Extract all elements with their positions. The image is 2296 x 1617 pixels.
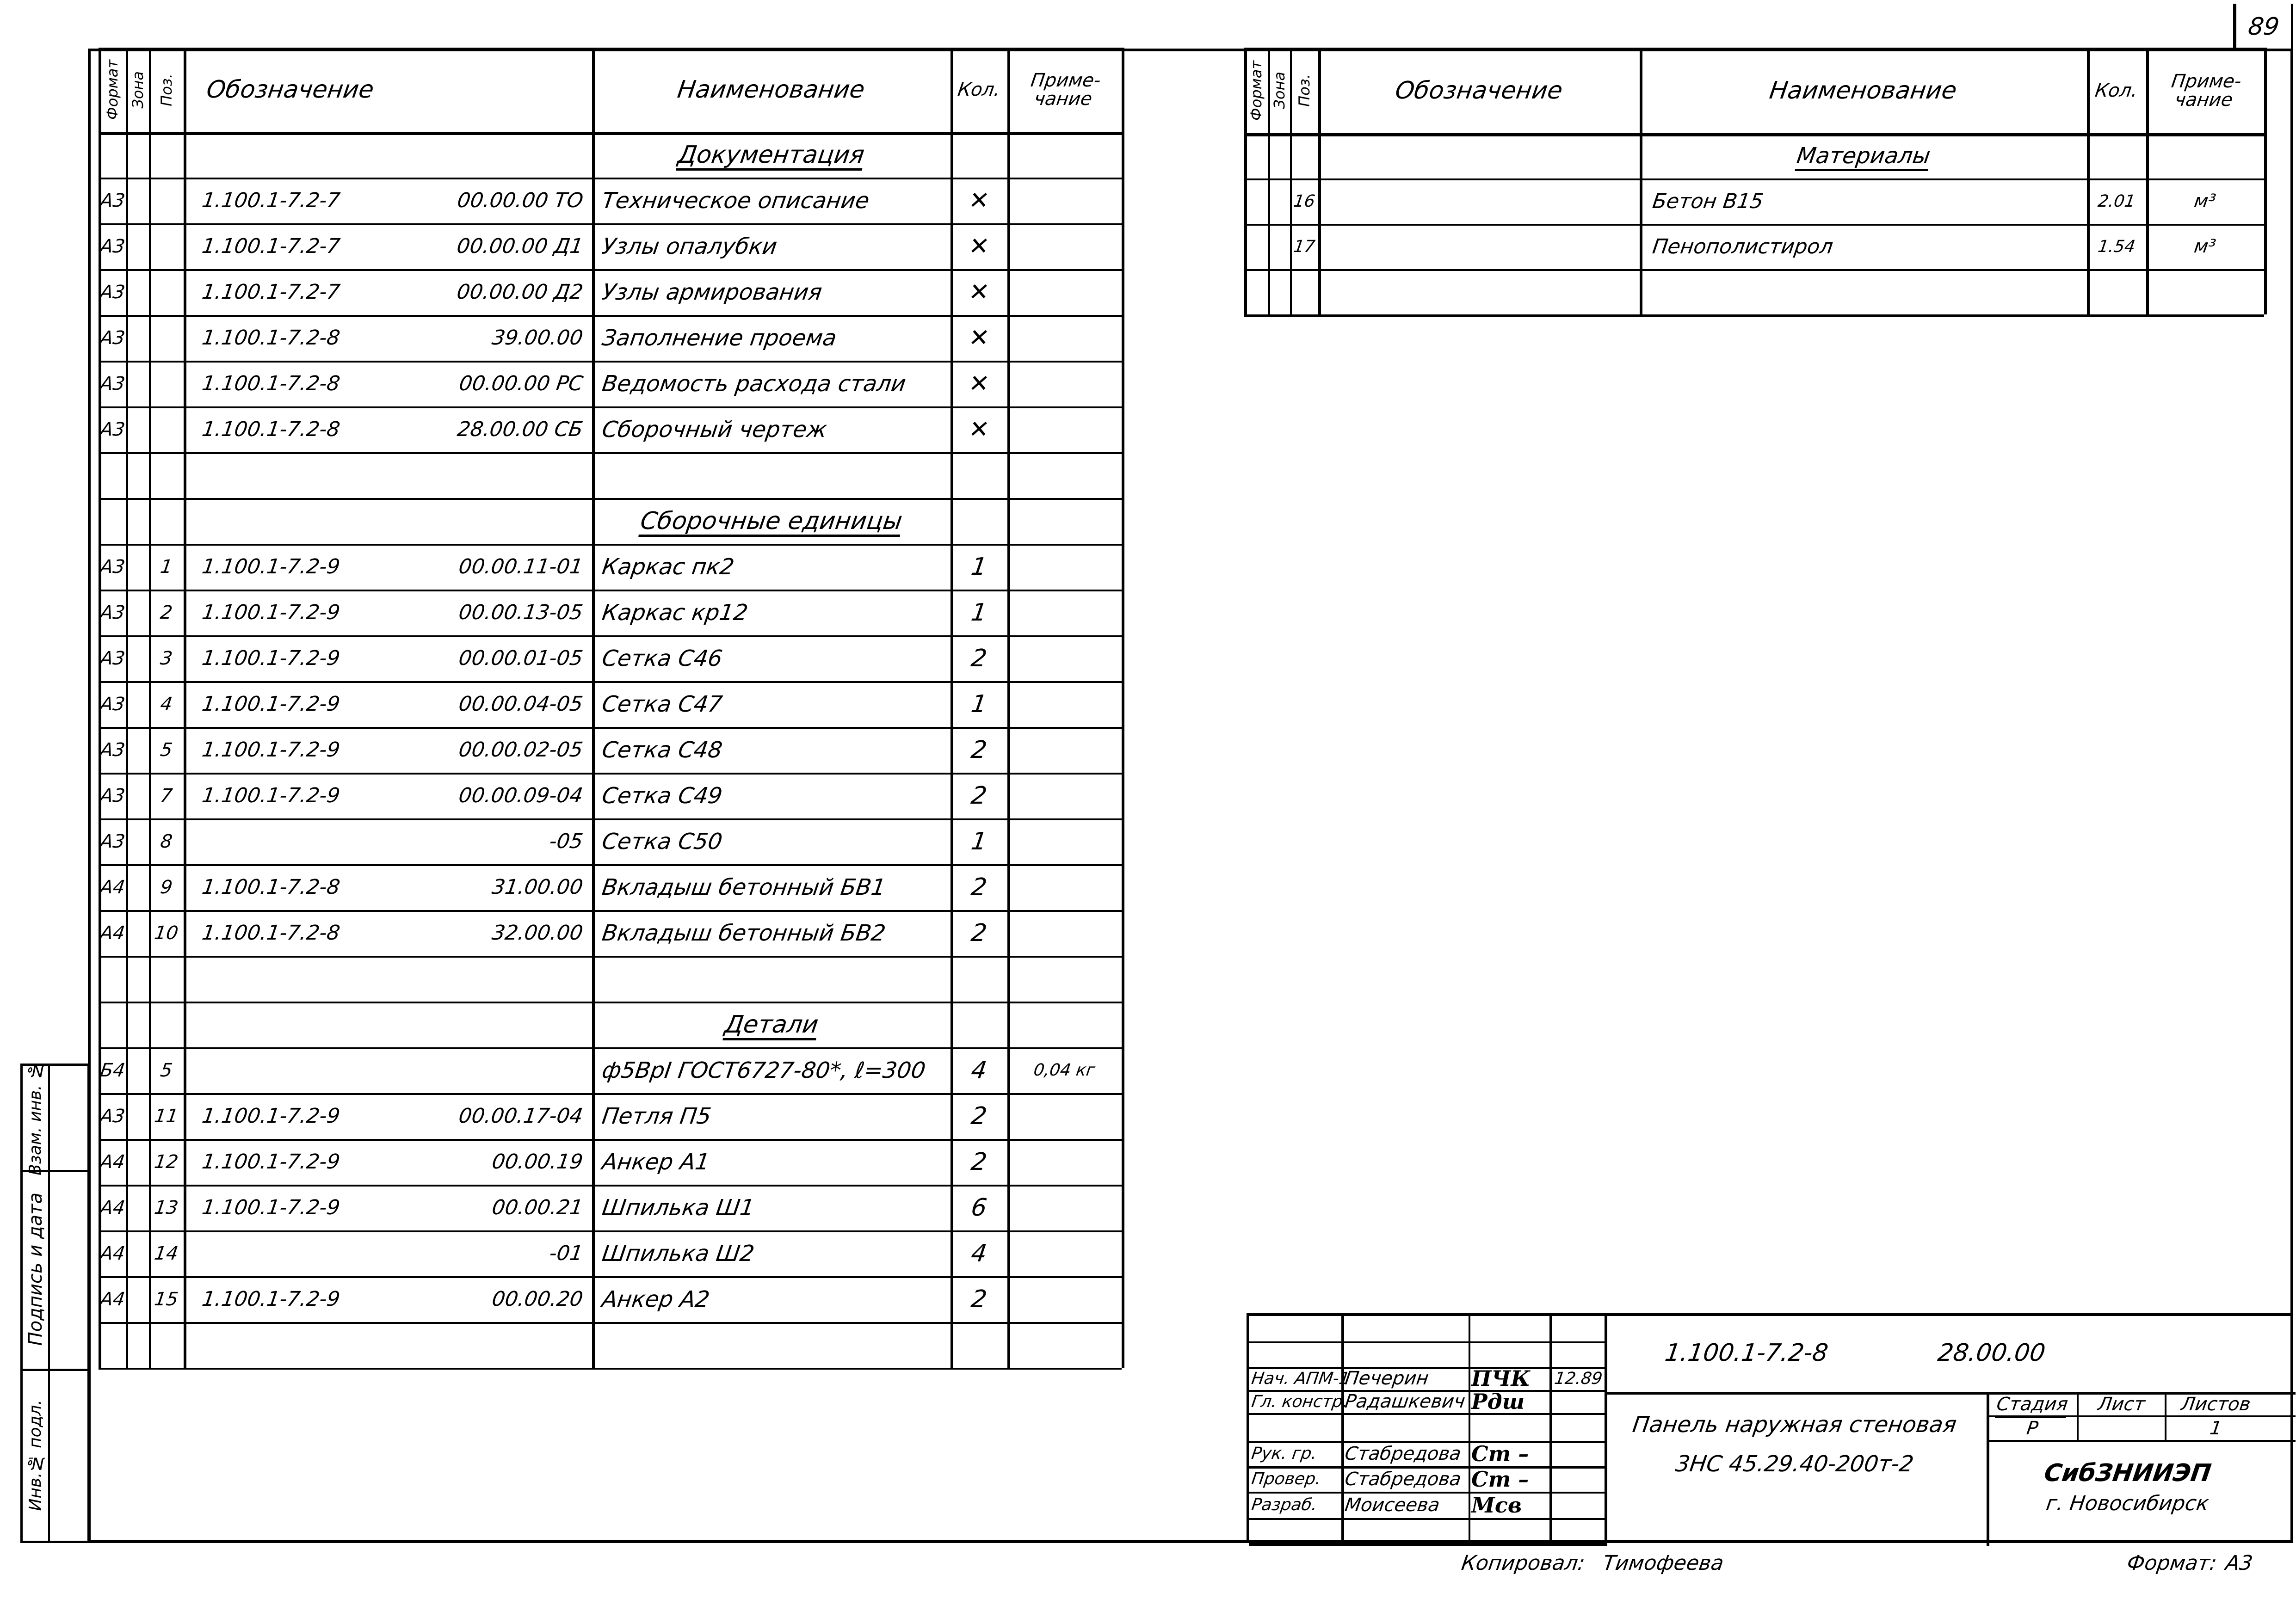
sheet-label: Лист <box>2097 1394 2147 1415</box>
signature-role: Гл. констр. <box>1250 1392 1350 1411</box>
row-name: Сетка С49 <box>600 782 724 809</box>
row-designation-code: 1.100.1-7.2-8 <box>200 372 342 395</box>
signature-name: Печерин <box>1343 1368 1430 1389</box>
signature-mark: Ст – <box>1471 1466 1529 1492</box>
row-pos: 1 <box>159 556 174 578</box>
row-designation-number: 00.00.11-01 <box>457 555 585 578</box>
row-name: Сетка С47 <box>600 691 724 717</box>
org-name: СибЗНИИЭП <box>2042 1459 2213 1487</box>
row-designation-number: 00.00.19 <box>490 1150 585 1174</box>
signature-role: Рук. гр. <box>1250 1444 1318 1463</box>
row-qty: ✕ <box>967 232 991 260</box>
row-pos: 13 <box>153 1197 180 1218</box>
spec-table-left <box>99 48 1122 1368</box>
row-pos: 5 <box>159 1059 174 1081</box>
row-designation-number: 00.00.17-04 <box>457 1104 585 1128</box>
row-name: Каркас пк2 <box>600 553 736 580</box>
row-pos: 4 <box>159 693 174 715</box>
row-designation-number: 00.00.04-05 <box>457 692 585 716</box>
stamp-label-original-inv: Инв.№ подл. <box>26 1400 45 1511</box>
row-format: А3 <box>99 647 127 669</box>
row-designation-code: 1.100.1-7.2-8 <box>200 921 342 945</box>
header-designation: Обозначение <box>1393 76 1565 105</box>
row-qty: 4 <box>969 1056 989 1084</box>
row-designation-code: 1.100.1-7.2-9 <box>200 646 342 670</box>
row-pos: 14 <box>153 1242 180 1264</box>
stage-label: Стадия <box>1995 1394 2069 1415</box>
signature-role: Нач. АПМ-1 <box>1250 1369 1351 1388</box>
row-name: Техническое описание <box>600 187 871 214</box>
doc-title-line2: 3НС 45.29.40-200т-2 <box>1674 1451 1915 1477</box>
section-heading: Детали <box>722 1010 820 1039</box>
format-label: Формат: <box>2125 1551 2218 1575</box>
row-designation-number: 00.00.01-05 <box>457 646 585 670</box>
format-value: А3 <box>2224 1551 2254 1575</box>
row-qty: 4 <box>969 1239 989 1267</box>
signature-role: Разраб. <box>1250 1495 1319 1514</box>
row-designation-number: 00.00.00 ТО <box>455 189 585 212</box>
org-city: г. Новосибирск <box>2044 1491 2211 1515</box>
row-note: м³ <box>2193 191 2217 212</box>
row-format: Б4 <box>99 1059 127 1081</box>
row-designation-code: 1.100.1-7.2-9 <box>200 1150 342 1174</box>
row-pos: 15 <box>153 1288 180 1310</box>
row-designation-code: 1.100.1-7.2-9 <box>200 784 342 807</box>
row-format: А4 <box>99 1197 127 1218</box>
row-designation-number: -01 <box>548 1242 585 1265</box>
row-qty: ✕ <box>967 369 991 398</box>
row-designation-code: 1.100.1-7.2-9 <box>200 1104 342 1128</box>
row-designation-number: 00.00.09-04 <box>457 784 585 807</box>
row-name: Петля П5 <box>600 1103 713 1129</box>
row-qty: 2.01 <box>2097 191 2136 211</box>
copied-by-name: Тимофеева <box>1601 1551 1726 1575</box>
signature-date: 12.89 <box>1553 1369 1604 1388</box>
row-designation-code: 1.100.1-7.2-9 <box>200 692 342 716</box>
row-qty: 2 <box>969 1285 989 1313</box>
row-name: Сетка С48 <box>600 737 724 763</box>
header-qty: Кол. <box>2094 80 2139 101</box>
header-name: Наименование <box>676 76 867 104</box>
row-name: Ведомость расхода стали <box>600 370 907 397</box>
row-pos: 17 <box>1292 237 1316 256</box>
header-note: Приме- чание <box>2170 70 2243 111</box>
signature-name: Стабредова <box>1343 1468 1463 1490</box>
section-heading: Документация <box>676 141 866 169</box>
row-qty: 6 <box>969 1193 989 1222</box>
signature-mark: Ст – <box>1471 1441 1529 1466</box>
row-format: А3 <box>99 373 127 394</box>
row-designation-code: 1.100.1-7.2-7 <box>200 189 342 212</box>
signature-mark: Мсв <box>1471 1492 1522 1518</box>
stamp-label-replaced-inv: Взам. инв. № <box>26 1060 45 1175</box>
header-pos: Поз. <box>1295 74 1313 107</box>
row-format: А4 <box>99 876 127 898</box>
row-pos: 2 <box>159 602 174 623</box>
row-name: Сборочный чертеж <box>600 416 829 443</box>
row-qty: 2 <box>969 1148 989 1176</box>
row-designation-code: 1.100.1-7.2-8 <box>200 418 342 441</box>
doc-code: 1.100.1-7.2-8 <box>1663 1339 1830 1367</box>
row-note: 0,04 кг <box>1032 1061 1097 1080</box>
row-format: А3 <box>99 327 127 349</box>
row-format: А4 <box>99 1288 127 1310</box>
row-name: Анкер А1 <box>600 1149 711 1175</box>
row-note: м³ <box>2193 236 2217 257</box>
page-number-box <box>2233 4 2293 50</box>
row-designation-code: 1.100.1-7.2-9 <box>200 555 342 578</box>
row-designation-number: 32.00.00 <box>490 921 585 945</box>
row-pos: 7 <box>159 785 174 806</box>
sheets-value: 1 <box>2209 1418 2223 1439</box>
row-format: А3 <box>99 693 127 715</box>
doc-number: 28.00.00 <box>1936 1339 2047 1367</box>
signature-name: Моисеева <box>1343 1494 1441 1516</box>
row-qty: ✕ <box>967 415 991 443</box>
row-format: А3 <box>99 602 127 623</box>
row-name: Бетон В15 <box>1651 189 1765 213</box>
row-name: Сетка С46 <box>600 645 724 671</box>
row-designation-code: 1.100.1-7.2-8 <box>200 875 342 899</box>
row-designation-code: 1.100.1-7.2-7 <box>200 280 342 304</box>
row-format: А4 <box>99 1242 127 1264</box>
row-pos: 3 <box>159 647 174 669</box>
row-name: Анкер А2 <box>600 1286 711 1312</box>
row-qty: 1 <box>969 690 989 718</box>
row-designation-number: 00.00.00 Д2 <box>455 280 585 304</box>
row-designation-number: 00.00.00 РС <box>457 372 585 395</box>
row-name: Узлы армирования <box>600 279 824 305</box>
row-qty: 2 <box>969 644 989 672</box>
row-format: А3 <box>99 235 127 257</box>
row-name: Шпилька Ш1 <box>600 1194 756 1221</box>
page-number: 89 <box>2246 13 2281 41</box>
row-name: Заполнение проема <box>600 325 839 351</box>
row-pos: 12 <box>153 1151 180 1173</box>
title-block <box>1247 1313 2293 1543</box>
row-format: А3 <box>99 739 127 761</box>
row-designation-number: 00.00.02-05 <box>457 738 585 762</box>
row-designation-code: 1.100.1-7.2-9 <box>200 1196 342 1219</box>
row-designation-number: 00.00.13-05 <box>457 601 585 624</box>
row-qty: 2 <box>969 873 989 901</box>
signature-mark: ПЧК <box>1471 1366 1531 1391</box>
row-qty: 1 <box>969 827 989 855</box>
doc-title-line1: Панель наружная стеновая <box>1631 1412 1958 1438</box>
row-name: Пенополистирол <box>1651 234 1835 258</box>
row-qty: ✕ <box>967 278 991 306</box>
row-name: Узлы опалубки <box>600 233 779 259</box>
header-qty: Кол. <box>956 79 1002 100</box>
row-qty: ✕ <box>967 186 991 215</box>
sheets-label: Листов <box>2180 1394 2252 1415</box>
header-designation: Обозначение <box>204 76 376 104</box>
row-format: А4 <box>99 1151 127 1173</box>
row-format: А3 <box>99 556 127 578</box>
header-note: Приме- чание <box>1029 70 1102 110</box>
row-format: А3 <box>99 281 127 303</box>
row-pos: 9 <box>159 876 174 898</box>
signature-name: Стабредова <box>1343 1443 1463 1464</box>
row-qty: 2 <box>969 781 989 810</box>
row-designation-number: -05 <box>548 830 585 853</box>
row-designation-code: 1.100.1-7.2-9 <box>200 738 342 762</box>
copied-by-label: Копировал: <box>1460 1551 1586 1575</box>
left-margin-stamp <box>20 1060 90 1543</box>
signature-mark: Рдш <box>1471 1389 1525 1414</box>
row-qty: 2 <box>969 1102 989 1130</box>
row-format: А3 <box>99 190 127 211</box>
row-name: Каркас кр12 <box>600 599 750 626</box>
spec-table-right <box>1244 48 2264 314</box>
header-name: Наименование <box>1768 76 1959 105</box>
row-pos: 16 <box>1292 191 1316 211</box>
section-heading: Материалы <box>1795 143 1932 169</box>
row-format: А3 <box>99 1105 127 1127</box>
header-zone: Зона <box>129 71 147 109</box>
row-pos: 11 <box>153 1105 180 1127</box>
row-name: Шпилька Ш2 <box>600 1240 756 1267</box>
row-pos: 10 <box>153 922 180 944</box>
signature-role: Провер. <box>1250 1469 1322 1488</box>
row-designation-number: 00.00.21 <box>490 1196 585 1219</box>
stamp-label-signature-date: Подпись и дата <box>25 1193 46 1346</box>
row-designation-code: 1.100.1-7.2-7 <box>200 234 342 258</box>
section-heading: Сборочные единицы <box>638 507 904 535</box>
signature-name: Радашкевич <box>1343 1391 1467 1412</box>
row-name: Вкладыш бетонный БВ1 <box>600 874 888 900</box>
signature-grid <box>1249 1316 1607 1546</box>
row-qty: 2 <box>969 736 989 764</box>
row-format: А3 <box>99 830 127 852</box>
header-pos: Поз. <box>157 73 175 106</box>
row-format: А3 <box>99 785 127 806</box>
row-name: Вкладыш бетонный БВ2 <box>600 920 888 946</box>
row-format: А4 <box>99 922 127 944</box>
header-format: Формат <box>1247 60 1265 121</box>
row-name: Сетка С50 <box>600 828 724 855</box>
header-zone: Зона <box>1270 72 1288 109</box>
row-designation-number: 00.00.00 Д1 <box>455 234 585 258</box>
row-designation-code: 1.100.1-7.2-9 <box>200 1287 342 1311</box>
row-pos: 5 <box>159 739 174 761</box>
header-format: Формат <box>104 60 121 120</box>
row-designation-number: 39.00.00 <box>490 326 585 350</box>
row-qty: ✕ <box>967 324 991 352</box>
row-designation-code: 1.100.1-7.2-9 <box>200 601 342 624</box>
row-designation-number: 31.00.00 <box>490 875 585 899</box>
row-designation-number: 28.00.00 СБ <box>456 418 585 441</box>
row-pos: 8 <box>159 830 174 852</box>
row-qty: 1.54 <box>2097 237 2136 256</box>
row-qty: 1 <box>969 598 989 627</box>
row-name: ф5ВрI ГОСТ6727-80*, ℓ=300 <box>600 1057 927 1083</box>
row-designation-code: 1.100.1-7.2-8 <box>200 326 342 350</box>
row-qty: 1 <box>969 553 989 581</box>
row-qty: 2 <box>969 919 989 947</box>
row-designation-number: 00.00.20 <box>490 1287 585 1311</box>
row-format: А3 <box>99 418 127 440</box>
stage-value: Р <box>2025 1418 2040 1439</box>
